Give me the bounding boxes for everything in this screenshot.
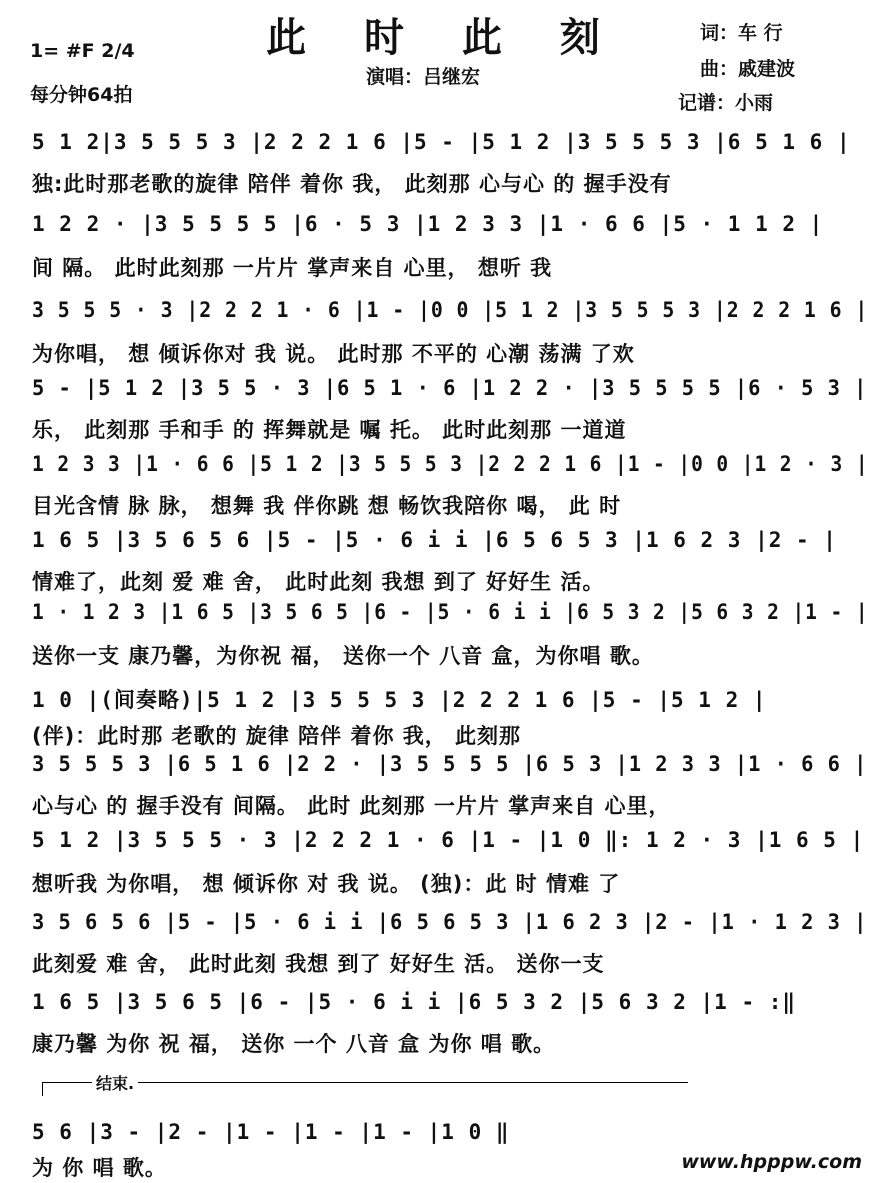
notation-line: 3 5 5 5 3 |6 5 1 6 |2 2 · |3 5 5 5 5 |6 5 3 |1 2 3 3 |1 · 6 6 | xyxy=(32,752,868,776)
lyric-line: 目光含情 脉 脉， 想舞 我 伴你跳 想 畅饮我陪你 喝， 此 时 xyxy=(32,494,622,518)
lyric-line: 康乃馨 为你 祝 福， 送你 一个 八音 盒 为你 唱 歌。 xyxy=(32,1032,556,1056)
notation-line: 1 2 3 3 |1 · 6 6 |5 1 2 |3 5 5 5 3 |2 2 2 1 6 |1 - |0 0 |1 2 · 3 | xyxy=(32,452,869,476)
lyric-line: 独:此时那老歌的旋律 陪伴 着你 我， 此刻那 心与心 的 握手没有 xyxy=(32,172,672,196)
ending-label: 结束. xyxy=(92,1071,138,1094)
lyric-line: 心与心 的 握手没有 间隔。 此时 此刻那 一片片 掌声来自 心里， xyxy=(32,794,671,818)
lyric-line: (伴)：此时那 老歌的 旋律 陪伴 着你 我， 此刻那 xyxy=(32,724,522,748)
lyric-line: 情难了，此刻 爱 难 舍， 此时此刻 我想 到了 好好生 活。 xyxy=(32,570,605,594)
lyric-line: 想听我 为你唱， 想 倾诉你 对 我 说。 (独)：此 时 情难 了 xyxy=(32,872,621,896)
lyric-line: 送你一支 康乃馨，为你祝 福， 送你一个 八音 盒，为你唱 歌。 xyxy=(32,644,654,668)
lyric-line: 此刻爱 难 舍， 此时此刻 我想 到了 好好生 活。 送你一支 xyxy=(32,952,605,976)
lyric-line: 为你唱， 想 倾诉你对 我 说。 此时那 不平的 心潮 荡满 了欢 xyxy=(32,342,635,366)
ending-notation: 5 6 |3 - |2 - |1 - |1 - |1 - |1 0 ‖ xyxy=(32,1120,510,1144)
lyricist: 词：车 行 xyxy=(700,22,783,44)
watermark: www.hpppw.com xyxy=(681,1151,862,1173)
singer: 演唱：吕继宏 xyxy=(366,66,481,88)
notation-line: 1 · 1 2 3 |1 6 5 |3 5 6 5 |6 - |5 · 6 i i |6 5 3 2 |5 6 3 2 |1 - | xyxy=(32,600,869,624)
notation-line: 3 5 6 5 6 |5 - |5 · 6 i i |6 5 6 5 3 |1 6 2 3 |2 - |1 · 1 2 3 | xyxy=(32,910,868,934)
lyric-line: 乐， 此刻那 手和手 的 挥舞就是 嘱 托。 此时此刻那 一道道 xyxy=(32,418,627,442)
transcriber: 记谱：小雨 xyxy=(678,92,774,114)
notation-line: 5 - |5 1 2 |3 5 5 · 3 |6 5 1 · 6 |1 2 2 · |3 5 5 5 5 |6 · 5 3 | xyxy=(32,376,868,400)
tempo: 每分钟64拍 xyxy=(30,84,133,106)
ending-bracket-line xyxy=(42,1082,688,1083)
composer: 曲：戚建波 xyxy=(700,58,796,80)
song-title: 此 时 此 刻 xyxy=(266,14,622,61)
notation-line: 1 6 5 |3 5 6 5 6 |5 - |5 · 6 i i |6 5 6 5 3 |1 6 2 3 |2 - | xyxy=(32,528,837,552)
ending-lyrics: 为 你 唱 歌。 xyxy=(32,1156,167,1180)
notation-line: 1 0 |(间奏略)|5 1 2 |3 5 5 5 3 |2 2 2 1 6 |5 - |5 1 2 | xyxy=(32,688,767,712)
notation-line: 1 6 5 |3 5 6 5 |6 - |5 · 6 i i |6 5 3 2 |5 6 3 2 |1 - :‖ xyxy=(32,990,797,1014)
lyric-line: 间 隔。 此时此刻那 一片片 掌声来自 心里， 想听 我 xyxy=(32,256,553,280)
notation-line: 5 1 2|3 5 5 5 3 |2 2 2 1 6 |5 - |5 1 2 |3 5 5 5 3 |6 5 1 6 | xyxy=(32,130,851,154)
notation-line: 3 5 5 5 · 3 |2 2 2 1 · 6 |1 - |0 0 |5 1 2 |3 5 5 5 3 |2 2 2 1 6 | xyxy=(32,298,869,322)
notation-line: 5 1 2 |3 5 5 5 · 3 |2 2 2 1 · 6 |1 - |1 0 ‖: 1 2 · 3 |1 6 5 | xyxy=(32,828,865,852)
ending-bracket-tick xyxy=(42,1082,43,1096)
key-signature: 1= #F 2/4 xyxy=(30,40,135,62)
notation-line: 1 2 2 · |3 5 5 5 5 |6 · 5 3 |1 2 3 3 |1 · 6 6 |5 · 1 1 2 | xyxy=(32,212,824,236)
